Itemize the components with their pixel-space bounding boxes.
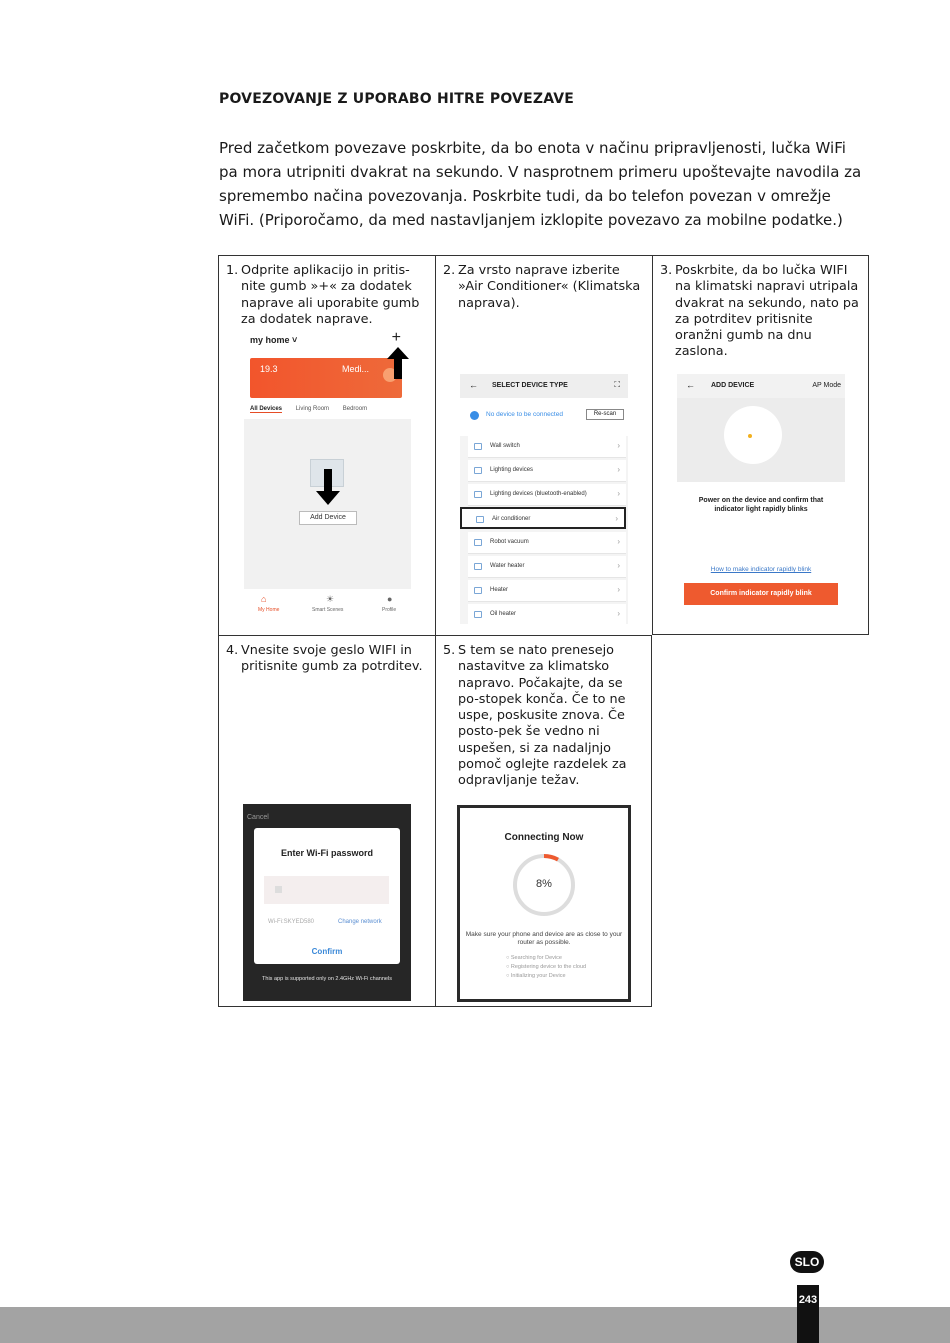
confirm-blink-button[interactable]: Confirm indicator rapidly blink bbox=[684, 583, 838, 605]
password-field[interactable] bbox=[264, 876, 389, 904]
step-text-2 bbox=[443, 263, 646, 312]
back-arrow-icon[interactable]: ← bbox=[469, 380, 478, 390]
select-device-screenshot bbox=[460, 374, 628, 624]
device-type-label: Lighting devices (bluetooth-enabled) bbox=[490, 491, 587, 497]
blink-help-link[interactable]: How to make indicator rapidly blink bbox=[710, 566, 812, 573]
bluetooth-icon bbox=[470, 411, 479, 420]
device-icon bbox=[474, 491, 482, 498]
ap-mode-link[interactable]: AP Mode bbox=[812, 382, 841, 389]
device-icon bbox=[474, 563, 482, 570]
step-text-1 bbox=[226, 263, 429, 328]
page-number: 243 bbox=[798, 1294, 818, 1306]
cancel-link[interactable]: Cancel bbox=[247, 814, 269, 821]
language-badge: SLO bbox=[790, 1251, 824, 1273]
nav-my-home[interactable]: My Home bbox=[258, 607, 280, 613]
device-icon bbox=[474, 587, 482, 594]
profile-icon: ● bbox=[387, 594, 393, 604]
air-quality-value: Medi... bbox=[342, 364, 370, 374]
chevron-right-icon: › bbox=[617, 609, 620, 618]
select-device-header bbox=[460, 374, 628, 398]
device-type-item[interactable] bbox=[468, 484, 626, 506]
step-cell-5 bbox=[435, 635, 652, 1007]
change-network-link[interactable]: Change network bbox=[338, 919, 382, 925]
proximity-message: Make sure your phone and device are as close to your router as possible. bbox=[465, 931, 623, 946]
bluetooth-message: No device to be connected bbox=[486, 411, 563, 418]
tab-bedroom[interactable]: Bedroom bbox=[342, 406, 368, 412]
section-heading: POVEZOVANJE Z UPORABO HITRE POVEZAVE bbox=[219, 91, 575, 107]
device-type-label: Water heater bbox=[490, 563, 525, 569]
device-type-list bbox=[460, 436, 628, 624]
step-number: 5. bbox=[443, 643, 456, 658]
step-cell-4 bbox=[218, 635, 435, 1007]
power-instruction: Power on the device and confirm that indicator light rapidly blinks bbox=[698, 497, 824, 513]
add-device-button[interactable]: Add Device bbox=[299, 511, 357, 525]
add-device-header bbox=[677, 374, 845, 398]
tab-all-devices[interactable]: All Devices bbox=[250, 406, 283, 412]
step-text-5 bbox=[443, 643, 646, 790]
add-device-screenshot bbox=[677, 374, 845, 610]
nav-profile[interactable]: Profile bbox=[382, 607, 397, 613]
home-title: my home ˅ bbox=[250, 335, 298, 345]
device-icon bbox=[474, 443, 482, 450]
device-type-item[interactable] bbox=[468, 532, 626, 554]
device-icon bbox=[474, 539, 482, 546]
chevron-right-icon: › bbox=[615, 514, 618, 523]
table-border bbox=[651, 635, 652, 1007]
device-type-label: Oil heater bbox=[490, 611, 517, 617]
connection-steps bbox=[506, 954, 586, 981]
step-description: Odprite aplikacijo in pritis-nite gumb »+« za dodatek naprave ali uporabite gumb za dodatek naprave. bbox=[241, 263, 420, 327]
step-number: 2. bbox=[443, 263, 456, 278]
add-device-title: ADD DEVICE bbox=[711, 382, 755, 389]
steps-table bbox=[218, 255, 869, 1007]
wifi-password-dialog bbox=[254, 828, 400, 964]
temperature-value: 19.3 bbox=[260, 364, 278, 374]
device-type-label: Lighting devices bbox=[490, 467, 534, 473]
device-type-item[interactable] bbox=[468, 436, 626, 458]
weather-banner bbox=[250, 358, 402, 398]
connection-step: ○ Searching for Device bbox=[506, 955, 562, 961]
step-text-3 bbox=[660, 263, 863, 361]
scan-icon[interactable]: ⛶ bbox=[614, 380, 620, 389]
table-border bbox=[218, 1006, 652, 1007]
device-type-item[interactable] bbox=[468, 460, 626, 482]
device-icon bbox=[476, 516, 484, 523]
arrow-down-icon bbox=[316, 469, 340, 505]
select-device-title: SELECT DEVICE TYPE bbox=[492, 382, 568, 389]
step-description: Poskrbite, da bo lučka WIFI na klimatski napravi utripala dvakrat na sekundo, nato pa za potrditev pritisnite oranžni gumb na dnu zaslona. bbox=[675, 263, 859, 360]
device-type-label: Wall switch bbox=[490, 443, 520, 449]
step-number: 4. bbox=[226, 643, 239, 658]
wifi-ssid: Wi-Fi:SKYED580 bbox=[268, 919, 315, 925]
progress-percent: 8% bbox=[536, 878, 552, 890]
device-type-label: Air conditioner bbox=[492, 516, 531, 522]
connecting-screenshot bbox=[457, 805, 631, 1002]
chevron-right-icon: › bbox=[617, 489, 620, 498]
home-icon: ⌂ bbox=[261, 594, 267, 604]
step-cell-2 bbox=[435, 255, 652, 635]
connecting-title: Connecting Now bbox=[504, 832, 584, 843]
wifi-password-screenshot bbox=[243, 804, 411, 1001]
confirm-button[interactable]: Confirm bbox=[311, 947, 343, 956]
back-arrow-icon[interactable]: ← bbox=[686, 380, 695, 390]
nav-smart-scenes[interactable]: Smart Scenes bbox=[312, 607, 344, 613]
step-cell-1 bbox=[218, 255, 435, 635]
lock-icon bbox=[275, 886, 282, 893]
add-device-plus-icon[interactable]: + bbox=[391, 329, 401, 346]
arrow-up-icon bbox=[387, 347, 409, 379]
tab-living-room[interactable]: Living Room bbox=[295, 406, 330, 412]
step-text-4 bbox=[226, 643, 429, 676]
chevron-right-icon: › bbox=[617, 585, 620, 594]
device-type-label: Robot vacuum bbox=[490, 539, 529, 545]
indicator-light-icon bbox=[748, 434, 752, 438]
device-type-item[interactable] bbox=[468, 604, 626, 624]
dialog-title: Enter Wi-Fi password bbox=[281, 848, 373, 858]
table-border bbox=[652, 634, 869, 635]
bluetooth-scan-bar bbox=[460, 400, 628, 430]
chevron-right-icon: › bbox=[617, 537, 620, 546]
chevron-right-icon: › bbox=[617, 561, 620, 570]
chevron-right-icon: › bbox=[617, 465, 620, 474]
chevron-right-icon: › bbox=[617, 441, 620, 450]
device-type-item[interactable] bbox=[468, 580, 626, 602]
step-description: Za vrsto naprave izberite »Air Conditioner« (Klimatska naprava). bbox=[458, 263, 641, 311]
step-number: 3. bbox=[660, 263, 673, 278]
rescan-button[interactable]: Re-scan bbox=[586, 409, 624, 420]
scene-icon: ☀ bbox=[326, 594, 335, 604]
device-icon bbox=[474, 467, 482, 474]
connection-step: ○ Registering device to the cloud bbox=[506, 964, 587, 970]
app-home-screenshot bbox=[244, 329, 411, 619]
device-icon bbox=[474, 611, 482, 618]
step-description: Vnesite svoje geslo WIFI in pritisnite gumb za potrditev. bbox=[241, 643, 423, 675]
device-type-label: Heater bbox=[490, 587, 509, 593]
step-cell-3 bbox=[652, 255, 869, 635]
bottom-navigation bbox=[244, 591, 411, 619]
connection-step: ○ Initializing your Device bbox=[506, 973, 566, 979]
room-tabs bbox=[250, 406, 405, 412]
device-type-item[interactable] bbox=[468, 556, 626, 578]
table-border bbox=[868, 255, 869, 635]
device-illustration bbox=[677, 398, 845, 482]
step-number: 1. bbox=[226, 263, 239, 278]
indicator-circle bbox=[724, 406, 782, 464]
wifi-band-note: This app is supported only on 2.4GHz Wi-Fi channels bbox=[262, 976, 392, 982]
intro-paragraph: Pred začetkom povezave poskrbite, da bo enota v načinu pripravljenosti, lučka WiFi pa mora utripniti dvakrat na sekundo. V nasprotnem primeru upoštevajte navodila za spremembo načina povezovanja. Poskrbite tudi, da bo telefon povezan v omrežje WiFi. (Priporočamo, da med nastavljanjem izklopite povezavo za mobilne podatke.) bbox=[219, 139, 862, 229]
device-type-item-air-conditioner[interactable] bbox=[460, 507, 626, 529]
step-description: S tem se nato prenesejo nastavitve za klimatsko napravo. Počakajte, da se po-stopek konča. Če to ne uspe, poskusite znova. Če posto-pek še vedno ni uspešen, si za nadaljnjo pomoč oglejte razdelek za odpravljanje težav. bbox=[458, 643, 627, 789]
